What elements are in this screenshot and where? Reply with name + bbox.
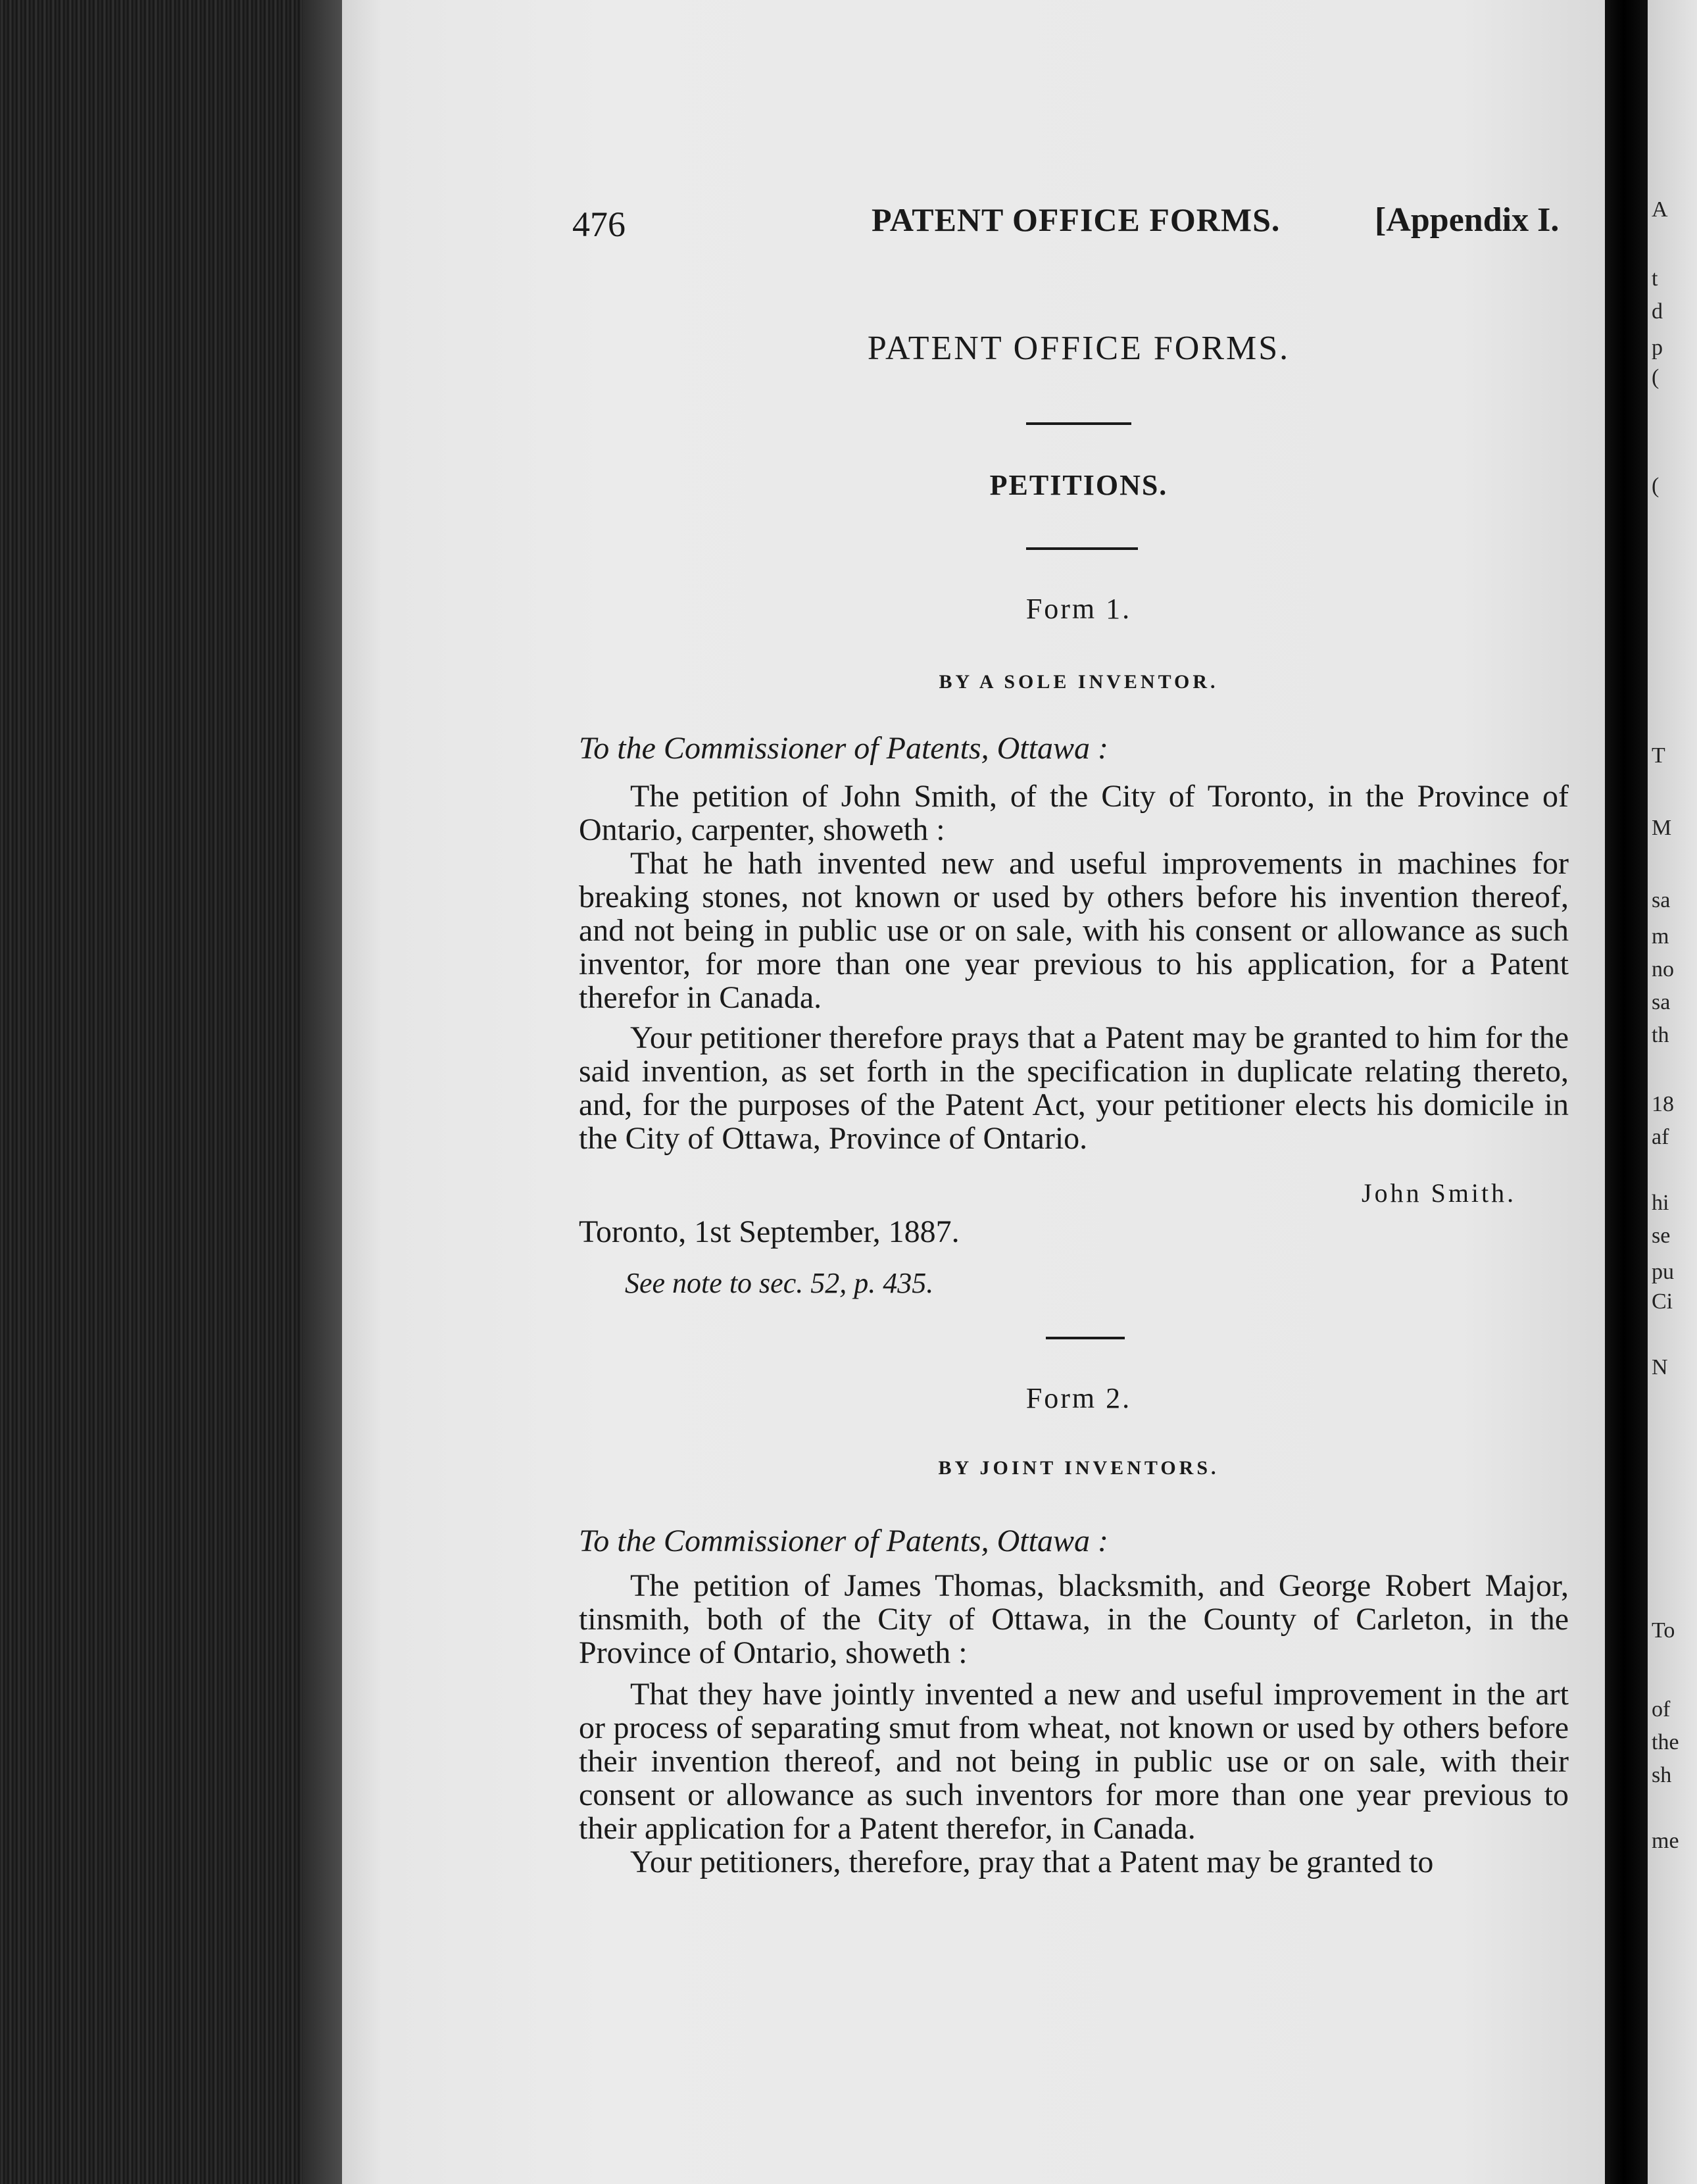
book-gutter (1605, 0, 1651, 2184)
adjacent-fragment: A (1652, 197, 1668, 222)
adjacent-fragment: hi (1652, 1191, 1669, 1215)
adjacent-fragment: 18 (1652, 1092, 1674, 1116)
adjacent-fragment: p (1652, 335, 1663, 360)
adjacent-fragment: To (1652, 1618, 1675, 1643)
book-page-edges (0, 0, 342, 2184)
adjacent-fragment: of (1652, 1697, 1671, 1722)
adjacent-fragment: no (1652, 957, 1674, 981)
form2-paragraph: That they have jointly invented a new and useful improvement in the art or process of separating smut from wheat, not known or used by others before their invention thereof, and not being in public use or on sale, with their consent or allowance as such inventors for more than one year previous to their application for a Patent therefor, in Canada. (579, 1677, 1569, 1846)
page-number: 476 (572, 205, 626, 244)
adjacent-fragment: pu (1652, 1260, 1674, 1284)
adjacent-fragment: Ci (1652, 1289, 1673, 1314)
adjacent-fragment: M (1652, 816, 1672, 840)
form1-heading: Form 1. (1025, 593, 1132, 625)
divider (1046, 1337, 1125, 1339)
form2-subheading: BY JOINT INVENTORS. (938, 1457, 1219, 1479)
adjacent-fragment: T (1652, 743, 1665, 768)
form1-paragraph: Your petitioner therefore prays that a Patent may be granted to him for the said invention, as set forth in the specification in duplicate relating thereto, and, for the purposes of the Patent Act, your petitioner elects his domicile in the City of Ottawa, Province of Ontario. (579, 1020, 1569, 1156)
form1-address: To the Commissioner of Patents, Ottawa : (579, 731, 1108, 766)
adjacent-fragment: sh (1652, 1763, 1672, 1787)
form2-heading: Form 2. (1025, 1382, 1132, 1414)
adjacent-fragment: se (1652, 1224, 1671, 1248)
form1-subheading: BY A SOLE INVENTOR. (939, 671, 1219, 693)
form2-paragraph: The petition of James Thomas, blacksmith, and George Robert Major, tinsmith, both of the City of Ottawa, in the County of Carleton, in the Province of Ontario, showeth : (579, 1568, 1569, 1670)
page-title: PATENT OFFICE FORMS. (867, 330, 1291, 367)
adjacent-fragment: sa (1652, 888, 1671, 912)
adjacent-fragment: the (1652, 1730, 1679, 1754)
adjacent-fragment: N (1652, 1355, 1668, 1379)
form1-note: See note to sec. 52, p. 435. (625, 1267, 934, 1299)
adjacent-fragment: me (1652, 1829, 1679, 1853)
form1-paragraph: That he hath invented new and useful improvements in machines for breaking stones, not known or used by others before his invention thereof, and not being in public use or on sale, with his consent or allowance as such inventor, for more than one year previous to his application, for a Patent therefor in Canada. (579, 846, 1569, 1015)
adjacent-fragment: ( (1652, 365, 1660, 389)
form1-signature: John Smith. (1362, 1178, 1517, 1208)
section-heading: PETITIONS. (989, 469, 1168, 501)
form2-paragraph: Your petitioners, therefore, pray that a Patent may be granted to (630, 1845, 1434, 1879)
form1-paragraph: The petition of John Smith, of the City of Toronto, in the Province of Ontario, carpenter, showeth : (579, 779, 1569, 847)
adjacent-page-edge (1648, 0, 1697, 2184)
adjacent-fragment: th (1652, 1023, 1669, 1047)
adjacent-fragment: m (1652, 924, 1669, 949)
adjacent-fragment: d (1652, 299, 1663, 324)
running-section: [Appendix I. (1375, 201, 1560, 239)
running-title: PATENT OFFICE FORMS. (872, 201, 1281, 238)
adjacent-fragment: af (1652, 1125, 1669, 1149)
form1-date: Toronto, 1st September, 1887. (579, 1214, 960, 1249)
adjacent-fragment: ( (1652, 474, 1660, 498)
adjacent-fragment: sa (1652, 990, 1671, 1014)
adjacent-fragment: t (1652, 266, 1658, 291)
divider (1026, 547, 1138, 550)
divider (1026, 422, 1131, 425)
form2-address: To the Commissioner of Patents, Ottawa : (579, 1524, 1108, 1558)
